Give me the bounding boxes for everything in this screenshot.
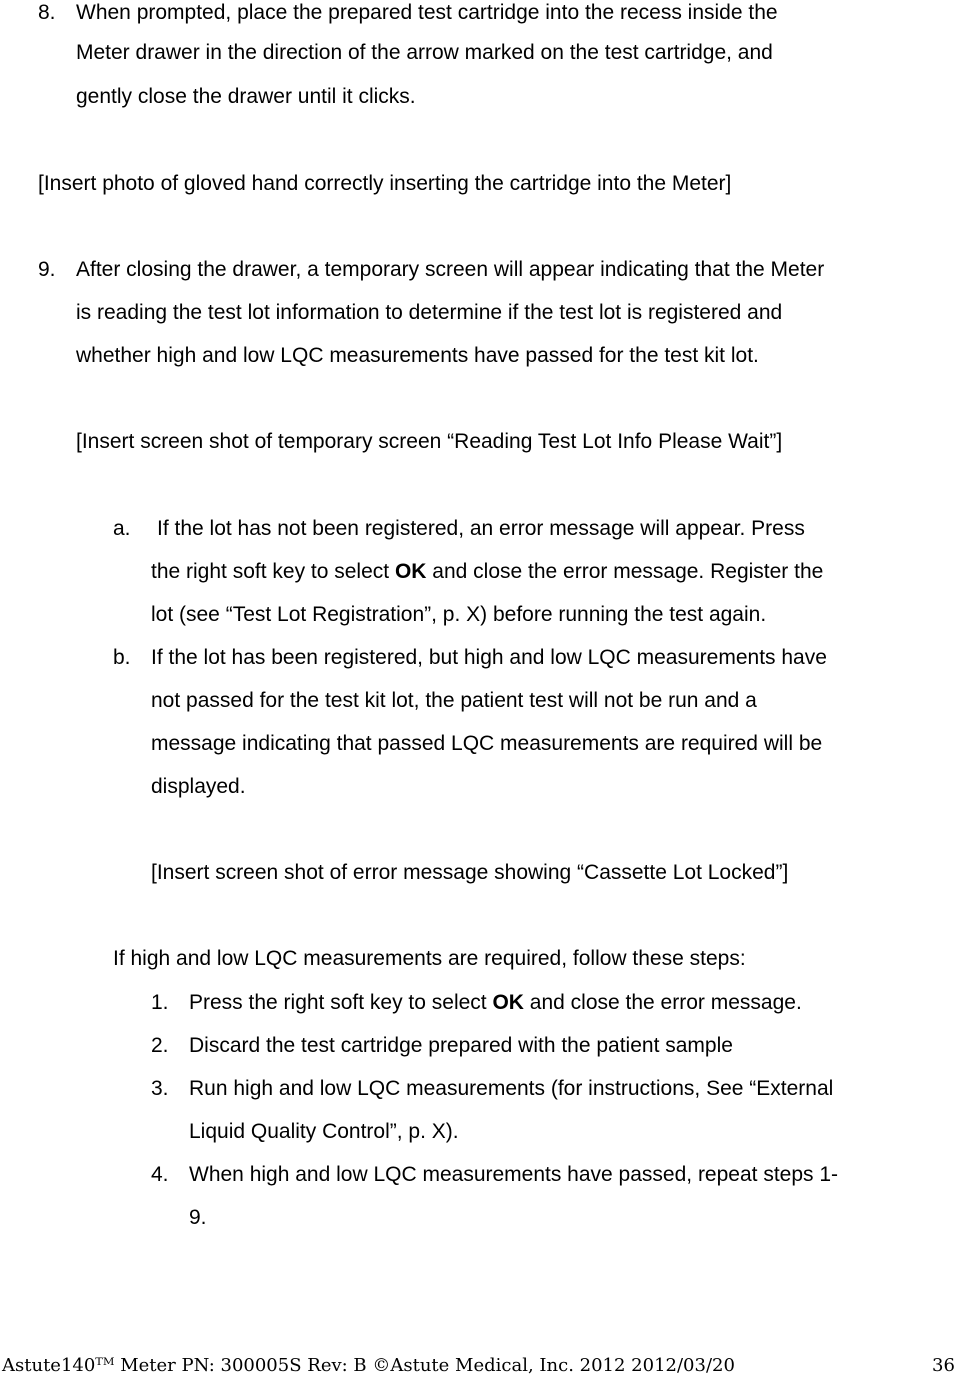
sub-b-line-4: displayed.	[151, 775, 246, 798]
steps-intro: If high and low LQC measurements are required, follow these steps:	[113, 947, 746, 970]
sub-a-line-2-pre: the right soft key to select	[151, 560, 395, 583]
page-footer	[2, 1354, 972, 1378]
item-9-number: 9.	[38, 258, 56, 281]
screen-placeholder-1: [Insert screen shot of temporary screen “Reading Test Lot Info Please Wait”]	[76, 430, 783, 453]
item-9-line-1: After closing the drawer, a temporary screen will appear indicating that the Meter	[76, 258, 825, 281]
sub-a-label: a.	[113, 517, 131, 540]
sub-a-line-2-post: and close the error message. Register the	[426, 560, 824, 583]
step-3-line-1: Run high and low LQC measurements (for instructions, See “External	[189, 1077, 834, 1100]
footer-text: Astute140ᵀᴹ Meter PN: 300005S Rev: B ©Astute Medical, Inc. 2012 2012/03/20	[2, 1355, 735, 1376]
sub-a-line-3: lot (see “Test Lot Registration”, p. X) before running the test again.	[151, 603, 767, 626]
item-8-line-1: When prompted, place the prepared test cartridge into the recess inside the	[76, 1, 778, 24]
page-number: 36	[932, 1355, 955, 1376]
sub-b-line-3: message indicating that passed LQC measurements are required will be	[151, 732, 823, 755]
step-2-number: 2.	[151, 1034, 169, 1057]
item-8-line-3: gently close the drawer until it clicks.	[76, 85, 416, 108]
step-3-line-2: Liquid Quality Control”, p. X).	[189, 1120, 459, 1143]
sub-a-line-1: If the lot has not been registered, an error message will appear. Press	[157, 517, 805, 540]
sub-a-line-2	[151, 559, 823, 585]
step-4-number: 4.	[151, 1163, 169, 1186]
sub-b-line-2: not passed for the test kit lot, the patient test will not be run and a	[151, 689, 757, 712]
step-1-pre: Press the right soft key to select	[189, 991, 493, 1014]
step-2-text: Discard the test cartridge prepared with the patient sample	[189, 1034, 733, 1057]
ok-label: OK	[492, 991, 524, 1014]
step-1-text	[189, 990, 802, 1016]
step-3-number: 3.	[151, 1077, 169, 1100]
step-1-number: 1.	[151, 991, 169, 1014]
ok-label: OK	[394, 560, 427, 583]
step-4-line-2: 9.	[189, 1206, 207, 1229]
item-8-line-2: Meter drawer in the direction of the arrow marked on the test cartridge, and	[76, 41, 773, 64]
sub-b-label: b.	[113, 646, 131, 669]
item-8-number: 8.	[38, 1, 56, 24]
step-4-line-1: When high and low LQC measurements have passed, repeat steps 1-	[189, 1163, 839, 1186]
photo-placeholder: [Insert photo of gloved hand correctly inserting the cartridge into the Meter]	[38, 172, 732, 195]
sub-b-line-1: If the lot has been registered, but high and low LQC measurements have	[151, 646, 827, 669]
item-9-line-2: is reading the test lot information to determine if the test lot is registered and	[76, 301, 783, 324]
screen-placeholder-2: [Insert screen shot of error message showing “Cassette Lot Locked”]	[151, 861, 789, 884]
step-1-post: and close the error message.	[523, 991, 802, 1014]
item-9-line-3: whether high and low LQC measurements have passed for the test kit lot.	[76, 344, 759, 367]
